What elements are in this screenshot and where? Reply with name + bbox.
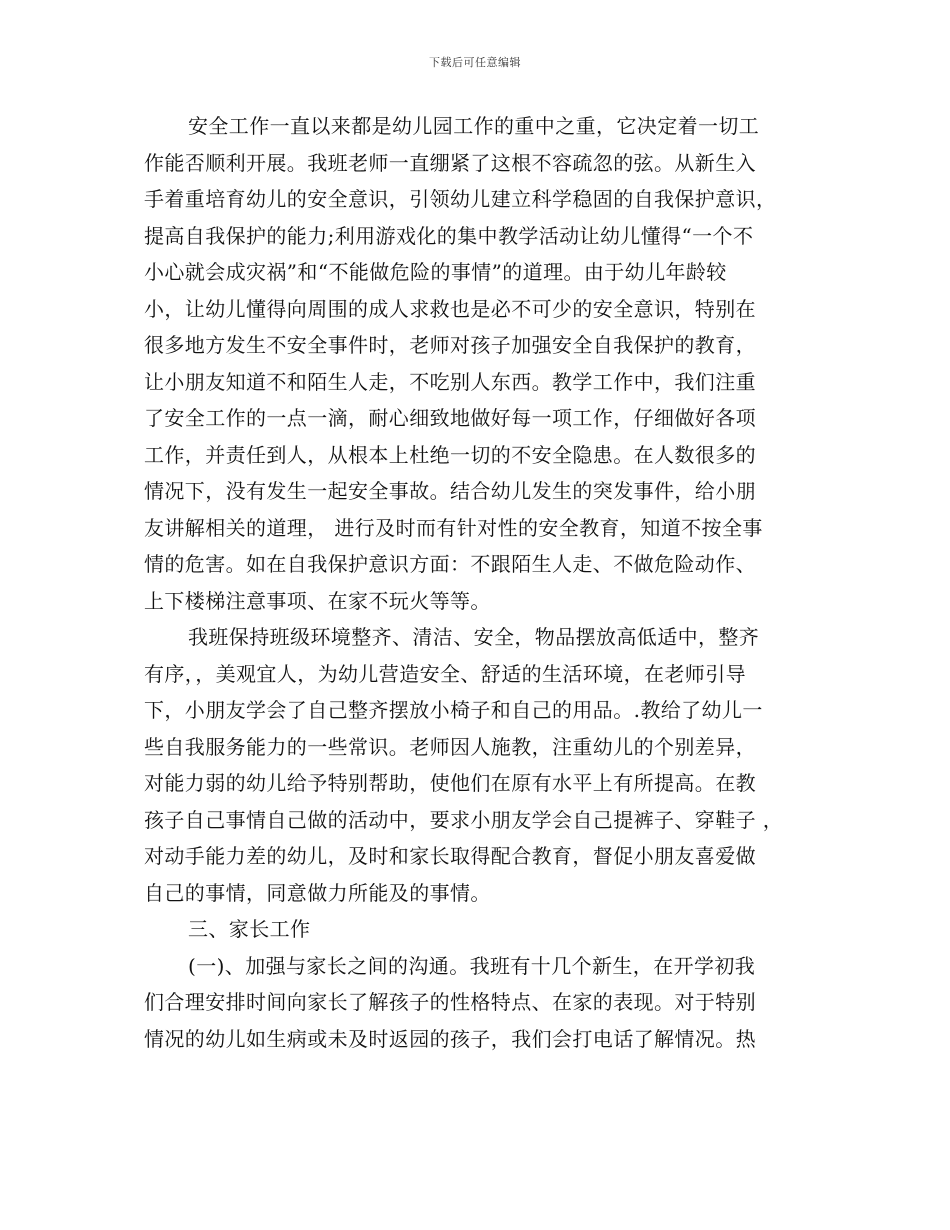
paragraph-line: 情的危害。如在自我保护意识方面：不跟陌生人走、不做危险动作、	[144, 552, 756, 576]
paragraph-line: 安全工作一直以来都是幼儿园工作的重中之重，它决定着一切工	[188, 114, 760, 138]
paragraph-line: 让小朋友知道不和陌生人走，不吃别人东西。教学工作中，我们注重	[144, 369, 756, 394]
paragraph-line: (一)、加强与家长之间的沟通。我班有十几个新生，在开学初我	[188, 953, 756, 978]
paragraph-line: 情况的幼儿如生病或未及时返园的孩子，我们会打电话了解情况。热	[144, 1026, 756, 1051]
paragraph-line: 工作，并责任到人，从根本上杜绝一切的不安全隐患。在人数很多的	[144, 442, 756, 467]
paragraph-line: 小心就会成灾祸”和“不能做危险的事情”的道理。由于幼儿年龄较	[144, 260, 727, 284]
paragraph-line: 有序，，美观宜人，为幼儿营造安全、舒适的生活环境，在老师引导	[144, 661, 746, 686]
document-body	[144, 108, 824, 1057]
paragraph-line: 对动手能力差的幼儿，及时和家长取得配合教育，督促小朋友喜爱做	[144, 844, 756, 868]
paragraph-line: 了安全工作的一点一滴，耐心细致地做好每一项工作，仔细做好各项	[144, 406, 756, 430]
paragraph-line: 上下楼梯注意事项、在家不玩火等等。	[144, 588, 491, 613]
paragraph-line: 小，让幼儿懂得向周围的成人求救也是必不可少的安全意识，特别在	[144, 296, 756, 321]
paragraph-line: 们合理安排时间向家长了解孩子的性格特点、在家的表现。对于特别	[144, 990, 756, 1014]
paragraph-line: 对能力弱的幼儿给予特别帮助，使他们在原有水平上有所提高。在教	[144, 771, 756, 795]
paragraph-line: 提高自我保护的能力;利用游戏化的集中教学活动让幼儿懂得“一个不	[144, 223, 754, 248]
paragraph-line: 下，小朋友学会了自己整齐摆放小椅子和自己的用品。.教给了幼儿一	[144, 698, 763, 722]
paragraph-line: 我班保持班级环境整齐、清洁、安全，物品摆放高低适中，整齐	[188, 625, 760, 649]
section-heading: 三、家长工作	[188, 917, 311, 941]
page-header: 下载后可任意编辑	[429, 56, 521, 69]
paragraph-line: 孩子自己事情自己做的活动中，要求小朋友学会自己提裤子、穿鞋子 ，	[144, 807, 784, 832]
paragraph-line: 手着重培育幼儿的安全意识，引领幼儿建立科学稳固的自我保护意识，	[144, 187, 777, 211]
paragraph-line: 自己的事情，同意做力所能及的事情。	[144, 880, 491, 905]
paragraph-line: 友讲解相关的道理， 进行及时而有针对性的安全教育，知道不按全事	[144, 515, 763, 540]
paragraph-line: 很多地方发生不安全事件时，老师对孩子加强安全自我保护的教育，	[144, 333, 756, 357]
paragraph-line: 作能否顺利开展。我班老师一直绷紧了这根不容疏忽的弦。从新生入	[144, 150, 756, 175]
paragraph-line: 些自我服务能力的一些常识。老师因人施教，注重幼儿的个别差异，	[144, 734, 756, 759]
paragraph-line: 情况下，没有发生一起安全事故。结合幼儿发生的突发事件，给小朋	[144, 479, 756, 503]
